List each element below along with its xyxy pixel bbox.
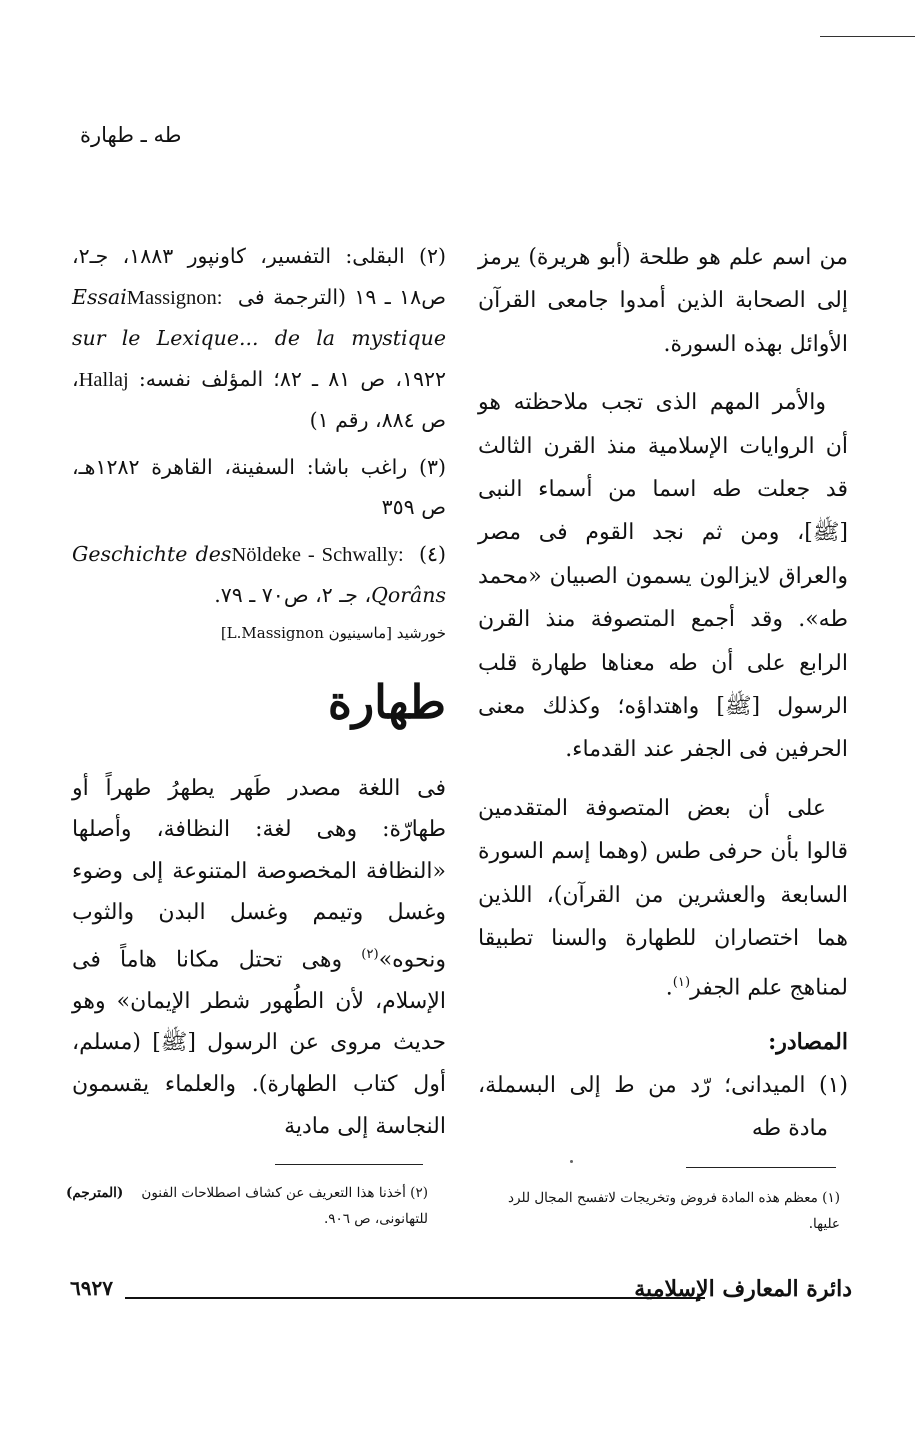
reference-4-title: Geschichte des Qorâns <box>72 541 446 607</box>
article-body-part-b: وهى تحتل مكانا هاماً فى الإسلام، لأن الطُهور شطر الإيمان» وهو حديث مروى عن الرسول [ﷺ] (مسلم، أول كتاب الطهارة). والعلماء يقسمون النجاسة إلى مادية <box>72 947 446 1139</box>
paragraph-3-text: على أن بعض المتصوفة المتقدمين قالوا بأن حرفى طس (وهما إسم السورة السابعة والعشرين من القرآن)، اللذين هما اختصاران للطهارة والسنا تطبيقا لمناهج علم الجفر <box>478 795 848 1000</box>
footnote-rule-right <box>686 1167 836 1168</box>
footnote-1: (١) معظم هذه المادة فروض وتخريجات لاتفسح المجال للرد عليها. <box>508 1190 840 1232</box>
footnote-marker-2: (٢) <box>361 946 379 962</box>
footnote-2 <box>66 1180 428 1232</box>
footnote-marker-1: (١) <box>672 974 691 990</box>
left-column <box>72 236 446 1147</box>
reference-2-title: Essai sur le Lexique... de la mystique <box>72 284 446 350</box>
footnote-rule-left <box>275 1164 423 1165</box>
article-body-part-a: فى اللغة مصدر طَهر يطهرُ طهراً أو طهارّة: وهى لغة: النظافة، وأصلها «النظافة المخصوصة المتنوعة إلى وضوء وغسل وتيمم وغسل البدن والثوب ونحوه» <box>72 775 446 973</box>
right-column <box>478 236 848 1154</box>
article-body <box>72 768 446 1148</box>
reference-2-part-b: ١٩٢٢، ص ٨١ ـ ٨٢؛ المؤلف نفسه: <box>128 366 446 391</box>
footer-rule <box>125 1297 705 1299</box>
reference-2-part-c: ، ص ٨٨٤، رقم ١) <box>72 366 446 432</box>
footnote-2-text: (٢) أخذنا هذا التعريف عن كشاف اصطلاحات الفنون للتهانونى، ص ٩٠٦. <box>141 1185 428 1227</box>
source-item-1: (١) الميدانى؛ رّد من ط إلى البسملة، مادة طه <box>478 1073 848 1142</box>
page-footer <box>70 1276 850 1316</box>
paragraph-1: من اسم علم هو طلحة (أبو هريرة) يرمز إلى الصحابة الذين أمدوا جامعى القرآن الأوائل بهذه السورة. <box>478 245 848 357</box>
reference-2-author: Massignon: <box>126 286 230 309</box>
journal-name: دائرة المعارف الإسلامية <box>634 1276 852 1302</box>
article-title: طهارة <box>327 674 446 729</box>
reference-2-part-a: (٢) البقلى: التفسير، كاونپور ١٨٨٣، جـ٢، ص١٨ ـ ١٩ (الترجمة فى <box>72 244 447 309</box>
page-number: ٦٩٢٧ <box>70 1276 113 1300</box>
reference-2 <box>72 236 446 441</box>
reference-4-number: (٤) <box>410 541 447 566</box>
sources-heading: المصادر: <box>768 1029 848 1056</box>
paragraph-3: على أن بعض المتصوفة المتقدمين قالوا بأن حرفى طس (وهما إسم السورة السابعة والعشرين من القرآن)، اللذين هما اختصاران للطهارة والسنا تطبيقا لمناهج علم الجفر$^{(١)}$. <box>478 795 848 1000</box>
reference-4 <box>72 534 446 616</box>
author-signature: خورشيد [ماسينيون L.Massignon] <box>220 623 446 642</box>
reference-4-part-b: ، جـ ٢، ص٧٠ ـ ٧٩. <box>214 583 372 607</box>
running-head: طه ـ طهارة <box>80 123 182 147</box>
reference-2-hallaj: Hallaj <box>78 368 129 391</box>
paragraph-2: والأمر المهم الذى تجب ملاحظته هو أن الروايات الإسلامية منذ القرن الثالث قد جعلت طه اسما من أسماء النبى [ﷺ]، ومن ثم نجد القوم فى مصر والعراق لايزالون يسمون الصبيان «محمد طه». وقد أجمع المتصوفة منذ القرن الرابع على أن طه معناها طهارة قلب الرسول [ﷺ] واهتداؤه؛ وكذلك معنى الحرفين فى الجفر عند القدماء. <box>478 390 848 763</box>
translator-tag: (المترجم) <box>66 1185 124 1201</box>
reference-3: (٣) راغب باشا: السفينة، القاهرة ١٢٨٢هـ، ص ٣٥٩ <box>72 454 446 519</box>
page-speck <box>570 1160 573 1163</box>
top-edge-rule <box>820 36 915 37</box>
reference-4-authors: Nöldeke - Schwally: <box>231 543 411 566</box>
